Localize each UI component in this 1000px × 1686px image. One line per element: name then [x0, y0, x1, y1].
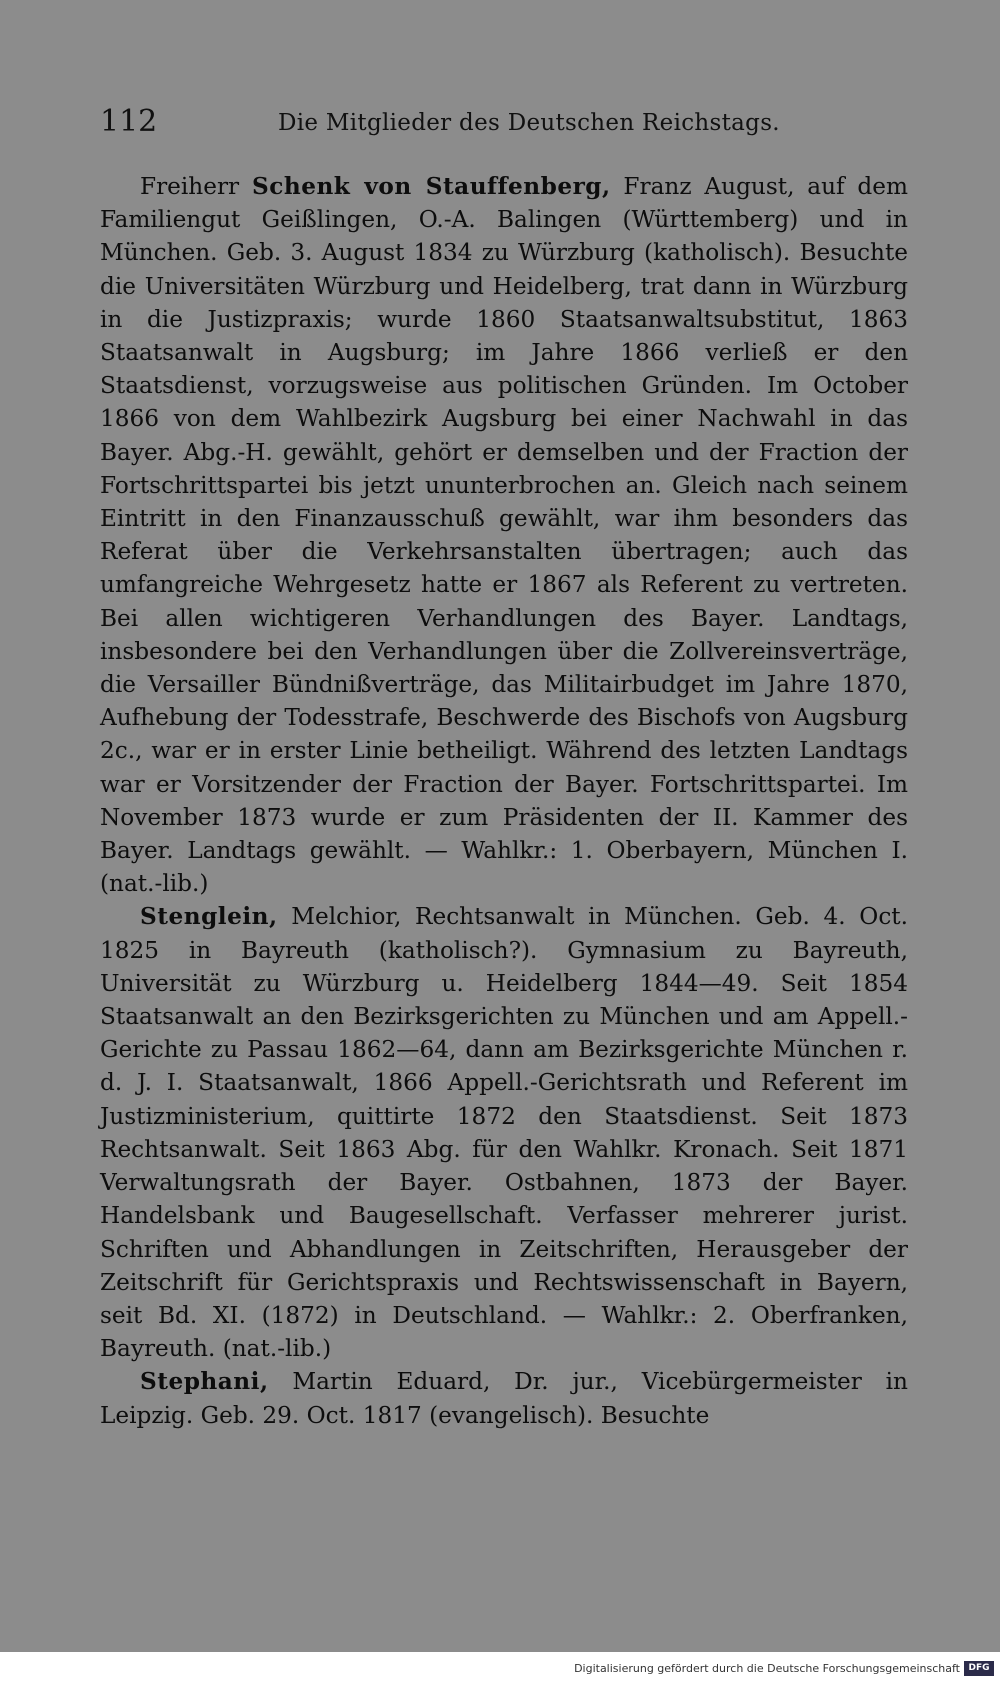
running-title: Die Mitglieder des Deutschen Reichstags.	[278, 110, 780, 136]
entry-name: Schenk von Stauffenberg,	[251, 173, 611, 200]
entry-text: Martin Eduard, Dr. jur., Vicebürgermeister in Leipzig. Geb. 29. Oct. 1817 (evangelisch). Besuchte	[100, 1368, 908, 1429]
dfg-logo-icon: DFG	[964, 1661, 994, 1676]
entry-prefix: Freiherr	[140, 173, 252, 200]
page-header	[100, 104, 890, 144]
body-text	[100, 170, 908, 1432]
entry-name: Stephani,	[140, 1368, 269, 1396]
page-number: 112	[100, 104, 158, 139]
entry-stauffenberg	[100, 170, 908, 900]
entry-text: Franz August, auf dem Familiengut Geißlingen, O.-A. Balingen (Württemberg) und in München. Geb. 3. August 1834 zu Würzburg (katholisch). Besuchte die Universitäten Würzburg und Heidelberg, trat dann in Würzburg in die Justizpraxis; wurde 1860 Staatsanwaltsubstitut, 1863 Staatsanwalt in Augsburg; im Jahre 1866 verließ er den Staatsdienst, vorzugsweise aus politischen Gründen. Im October 1866 von dem Wahlbezirk Augsburg bei einer Nachwahl in das Bayer. Abg.-H. gewählt, gehört er demselben und der Fraction der Fortschrittspartei bis jetzt ununterbrochen an. Gleich nach seinem Eintritt in den Finanzausschuß gewählt, war ihm besonders das Referat über die Verkehrsanstalten übertragen; auch das umfangreiche Wehrgesetz hatte er 1867 als Referent zu vertreten. Bei allen wichtigeren Verhandlungen des Bayer. Landtags, insbesondere bei den Verhandlungen über die Zollvereinsverträge, die Versailler Bündnißverträge, das Militairbudget im Jahre 1870, Aufhebung der Todesstrafe, Beschwerde des Bischofs von Augsburg 2c., war er in erster Linie betheiligt. Während des letzten Landtags war er Vorsitzender der Fraction der Bayer. Fortschrittspartei. Im November 1873 wurde er zum Präsidenten der II. Kammer des Bayer. Landtags gewählt. — Wahlkr.: 1. Oberbayern, München I. (nat.-lib.)	[100, 173, 908, 898]
entry-stenglein	[100, 900, 908, 1365]
footer-credit: Digitalisierung gefördert durch die Deutsche Forschungsgemeinschaft	[574, 1662, 960, 1675]
entry-name: Stenglein,	[140, 903, 278, 931]
entry-text: Melchior, Rechtsanwalt in München. Geb. 4. Oct. 1825 in Bayreuth (katholisch?). Gymnasium zu Bayreuth, Universität zu Würzburg u. Heidelberg 1844—49. Seit 1854 Staatsanwalt an den Bezirksgerichten zu München und am Appell.-Gerichte zu Passau 1862—64, dann am Bezirksgerichte München r. d. J. I. Staatsanwalt, 1866 Appell.-Gerichtsrath und Referent im Justizministerium, quittirte 1872 den Staatsdienst. Seit 1873 Rechtsanwalt. Seit 1863 Abg. für den Wahlkr. Kronach. Seit 1871 Verwaltungsrath der Bayer. Ostbahnen, 1873 der Bayer. Handelsbank und Baugesellschaft. Verfasser mehrerer jurist. Schriften und Abhandlungen in Zeitschriften, Herausgeber der Zeitschrift für Gerichtspraxis und Rechtswissenschaft in Bayern, seit Bd. XI. (1872) in Deutschland. — Wahlkr.: 2. Oberfranken, Bayreuth. (nat.-lib.)	[100, 903, 908, 1363]
entry-stephani	[100, 1365, 908, 1431]
footer	[0, 1652, 1000, 1686]
